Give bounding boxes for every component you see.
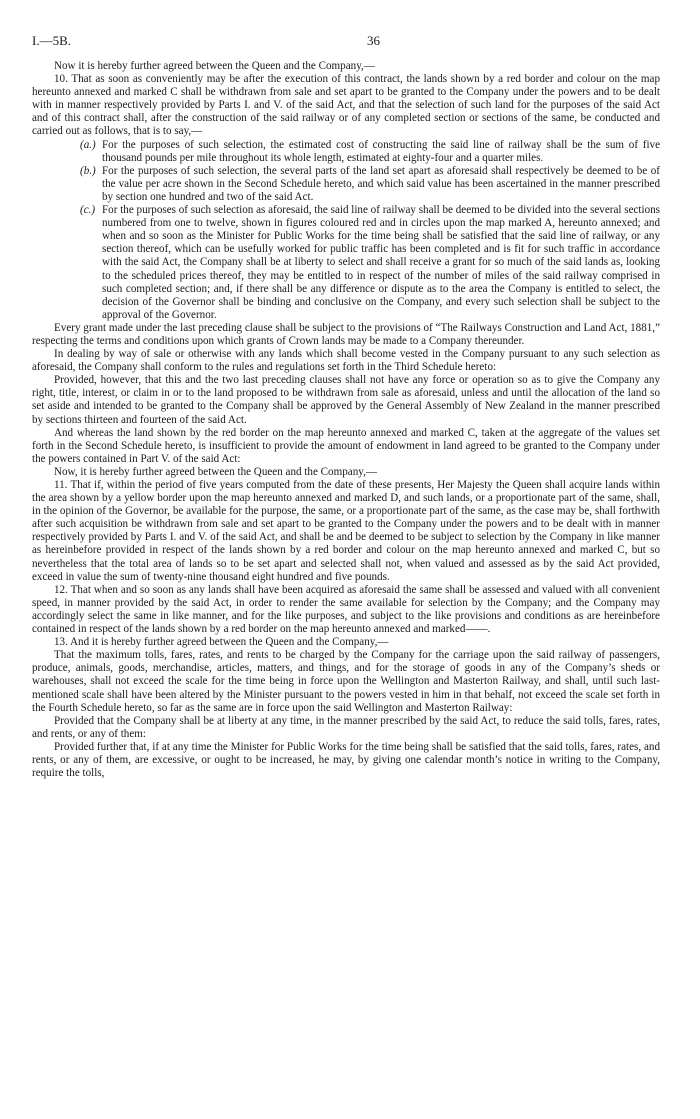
clause-13: 13. And it is hereby further agreed between the Queen and the Company,— [54, 636, 389, 649]
subclause-c-text: For the purposes of such selection as aforesaid, the said line of railway shall be deemed to be divided into the several sections numbered from one to twelve, shown in figures coloured red and in circles upon the map marked A, hereunto annexed; and when and so soon as the Minister for Public Works for the time being shall be satisfied that the said line of railway, or any section thereof, which can be usefully worked for public traffic has been completed and is fit for such traffic in accordance with the said Act, the Company shall be at liberty to select and shall receive a grant for so much of the said lands as, looking to the scheduled prices thereof, they may be entitled to in respect of the number of miles of the said railway comprised in such completed section; and, if there shall be any difference or dispute as to the area the Company is entitled to select, the decision of the Governor shall be binding and conclusive on the Company, and every such selection shall be subject to the approval of the Governor. [102, 204, 660, 321]
subclause-b [80, 164, 660, 204]
paragraph: Every grant made under the last preceding clause shall be subject to the provisions of “The Railways Construction and Land Act, 1881,” respecting the terms and conditions upon which grants of Crown lands may be made to a Company thereunder. [32, 321, 660, 347]
subclause-a-text: For the purposes of such selection, the estimated cost of constructing the said line of railway shall be the sum of five thousand pounds per mile throughout its whole length, estimated at eighty-four and a quarter miles. [102, 138, 660, 164]
document-body [32, 60, 660, 780]
paragraph: That the maximum tolls, fares, rates, and rents to be charged by the Company for the carriage upon the said railway of passengers, produce, animals, goods, merchandise, articles, matters, and things, and for the storage of goods in any of the Company’s sheds or warehouses, shall not exceed the scale for the time being in force upon the Wellington and Masterton Railway, and shall, until such last-mentioned scale shall have been altered by the Minister pursuant to the powers vested in him in that behalf, not exceed the scale set forth in the Fourth Schedule hereto, so far as the same are in force upon the said Wellington and Masterton Railway: [32, 649, 660, 714]
paragraph: Provided further that, if at any time the Minister for Public Works for the time being shall be satisfied that the said tolls, fares, rates, and rents, or any of them, are excessive, or ought to be increased, he may, by giving one calendar month’s notice in writing to the Company, require the tolls, [32, 740, 660, 780]
clause-10: 10. That as soon as conveniently may be after the execution of this contract, the lands shown by a red border and colour on the map hereunto annexed and marked C shall be withdrawn from sale and set apart to be granted to the Company under the powers and to be dealt with in manner respectively provided by Parts I. and V. of the said Act, and that the selection of such land for the purposes of the said Act and of this contract shall, after the construction of the said railway or of any completed section or sections of the same, be conducted and carried out as follows, that is to say,— [32, 73, 660, 138]
subclause-a [80, 138, 660, 165]
page-header [32, 34, 660, 60]
subclause-c [80, 204, 660, 322]
subclause-b-label: (b.) [80, 164, 96, 177]
paragraph: Now it is hereby further agreed between the Queen and the Company,— [54, 60, 375, 72]
page-number: 36 [367, 33, 380, 48]
paragraph: And whereas the land shown by the red border on the map hereunto annexed and marked C, taken at the aggregate of the values set forth in the Second Schedule hereto, is insufficient to provide the amount of endowment in land agreed to be granted to the Company under the powers contained in Part V. of the said Act: [32, 426, 660, 465]
subclause-c-label: (c.) [80, 204, 96, 217]
clause-12: 12. That when and so soon as any lands shall have been acquired as aforesaid the same shall be assessed and valued with all convenient speed, in manner provided by the said Act, in order to render the same available for selection by the Company; and the Company may accordingly select the same in like manner, and for the like purposes, and subject to the like provisions and conditions as are hereinbefore contained in respect of the lands shown by a red border on the map hereunto annexed and marked——. [32, 583, 660, 636]
paragraph: Provided that the Company shall be at liberty at any time, in the manner prescribed by the said Act, to reduce the said tolls, fares, rates, and rents, or any of them: [32, 714, 660, 740]
paragraph: Provided, however, that this and the two last preceding clauses shall not have any force or operation so as to give the Company any right, title, interest, or claim in or to the land proposed to be withdrawn from sale as aforesaid, unless and until the allocation of the land so set aside and intended to be granted to the Company shall be approved by the General Assembly of New Zealand in the manner prescribed by sections thirteen and fourteen of the said Act. [32, 374, 660, 426]
subclause-a-label: (a.) [80, 138, 96, 151]
clause-11: 11. That if, within the period of five years computed from the date of these presents, Her Majesty the Queen shall acquire lands within the area shown by a yellow border upon the map hereunto annexed and marked D, and such lands, or a proportionate part of the same, shall, in the opinion of the Governor, be available for the purpose, the same, or a proportionate part of the same, as the case may be, shall forthwith after such acquisition be withdrawn from sale and set apart to be granted to the Company under the powers and to be dealt with in manner respectively provided by Parts I. and V. of the said Act, and shall be and be deemed to be subject to selection by the Company in like manner as hereinbefore provided in respect of the lands shown by a red border and colour on the map hereunto annexed and marked C, but so nevertheless that the total area of lands so to be set apart and selected shall not, when valued and assessed as by the said Act provided, exceed in value the sum of twenty-nine thousand eight hundred and five pounds. [32, 479, 660, 583]
subclause-b-text: For the purposes of such selection, the several parts of the land set apart as aforesaid shall respectively be deemed to be of the value per acre shown in the Second Schedule hereto, and which said value has been ascertained in the manner prescribed by section one hundred and two of the said Act. [102, 164, 660, 203]
document-reference: I.—5B. [32, 33, 71, 48]
paragraph: In dealing by way of sale or otherwise with any lands which shall become vested in the Company pursuant to any such selection as aforesaid, the Company shall conform to the rules and regulations set forth in the Third Schedule hereto: [32, 348, 660, 374]
paragraph: Now, it is hereby further agreed between the Queen and the Company,— [54, 465, 377, 478]
